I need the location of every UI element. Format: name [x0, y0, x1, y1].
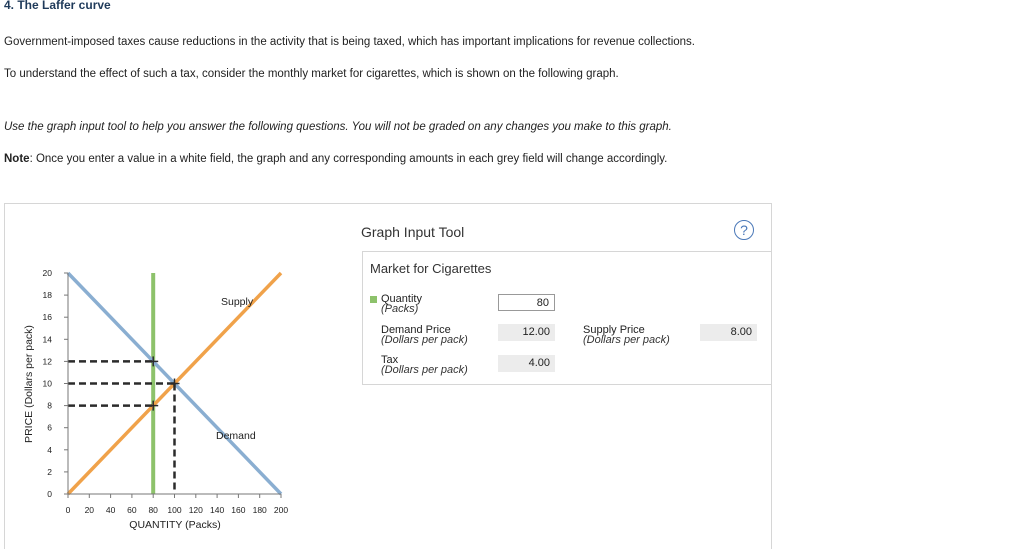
x-tick-label: 180	[252, 505, 267, 515]
x-tick-label: 160	[231, 505, 246, 515]
y-tick-label: 12	[42, 356, 52, 367]
quantity-label: Quantity	[381, 293, 422, 305]
y-tick-label: 4	[47, 444, 52, 455]
graph-input-tool-title: Graph Input Tool	[361, 224, 465, 240]
quantity-input[interactable]: 80	[498, 294, 555, 311]
y-tick-label: 6	[47, 422, 52, 433]
graph-widget	[4, 203, 772, 549]
tax-label: Tax	[381, 354, 399, 366]
demand-price-label: Demand Price	[381, 324, 451, 336]
tax-label-group	[381, 355, 468, 375]
demand-price-label-group	[381, 325, 468, 345]
x-tick-label: 60	[127, 505, 137, 515]
y-axis-label: PRICE (Dollars per pack)	[23, 325, 35, 443]
market-input-panel	[362, 251, 772, 385]
supply-price-unit: (Dollars per pack)	[583, 334, 670, 346]
tax-value: 4.00	[498, 355, 555, 372]
quantity-label-group	[381, 294, 422, 314]
intro-text: Government-imposed taxes cause reductions in the activity that is being taxed, which has important implications for revenue collections.	[4, 36, 695, 48]
y-tick-label: 14	[42, 334, 52, 345]
question-title: 4. The Laffer curve	[4, 0, 111, 12]
x-tick-label: 200	[273, 505, 289, 515]
y-tick-label: 2	[47, 466, 52, 477]
tax-unit: (Dollars per pack)	[381, 364, 468, 376]
context-text: To understand the effect of such a tax, consider the monthly market for cigarettes, which is shown on the following graph.	[4, 68, 619, 80]
supply-price-label-group	[583, 325, 670, 345]
note-text	[4, 153, 667, 165]
quantity-unit: (Packs)	[381, 303, 419, 315]
quantity-legend-swatch	[370, 296, 377, 303]
demand-price-unit: (Dollars per pack)	[381, 334, 468, 346]
y-tick-label: 10	[42, 378, 52, 389]
x-tick-label: 100	[167, 505, 182, 515]
y-tick-label: 16	[42, 312, 52, 323]
y-tick-label: 0	[47, 489, 52, 499]
note-body: : Once you enter a value in a white field, the graph and any corresponding amounts in each grey field will change accordingly.	[29, 153, 668, 165]
supply-label: Supply	[221, 296, 254, 308]
panel-title: Market for Cigarettes	[370, 261, 492, 276]
x-axis-label: QUANTITY (Packs)	[129, 519, 221, 531]
x-tick-label: 0	[65, 505, 71, 515]
market-graph[interactable]	[5, 204, 305, 544]
demand-price-value: 12.00	[498, 324, 555, 341]
x-tick-label: 140	[210, 505, 225, 515]
question-icon[interactable]: ?	[734, 220, 754, 240]
instruction-text: Use the graph input tool to help you answer the following questions. You will not be graded on any changes you make to this graph.	[4, 121, 672, 133]
note-label: Note	[4, 153, 30, 165]
x-tick-label: 120	[188, 505, 203, 515]
supply-price-label: Supply Price	[583, 324, 645, 336]
x-tick-label: 40	[105, 505, 116, 515]
y-tick-label: 18	[42, 290, 52, 301]
x-tick-label: 20	[84, 505, 95, 515]
supply-price-value: 8.00	[700, 324, 757, 341]
y-tick-label: 8	[47, 400, 52, 411]
y-tick-label: 20	[42, 268, 52, 278]
demand-label: Demand	[216, 430, 256, 442]
x-tick-label: 80	[148, 505, 158, 515]
